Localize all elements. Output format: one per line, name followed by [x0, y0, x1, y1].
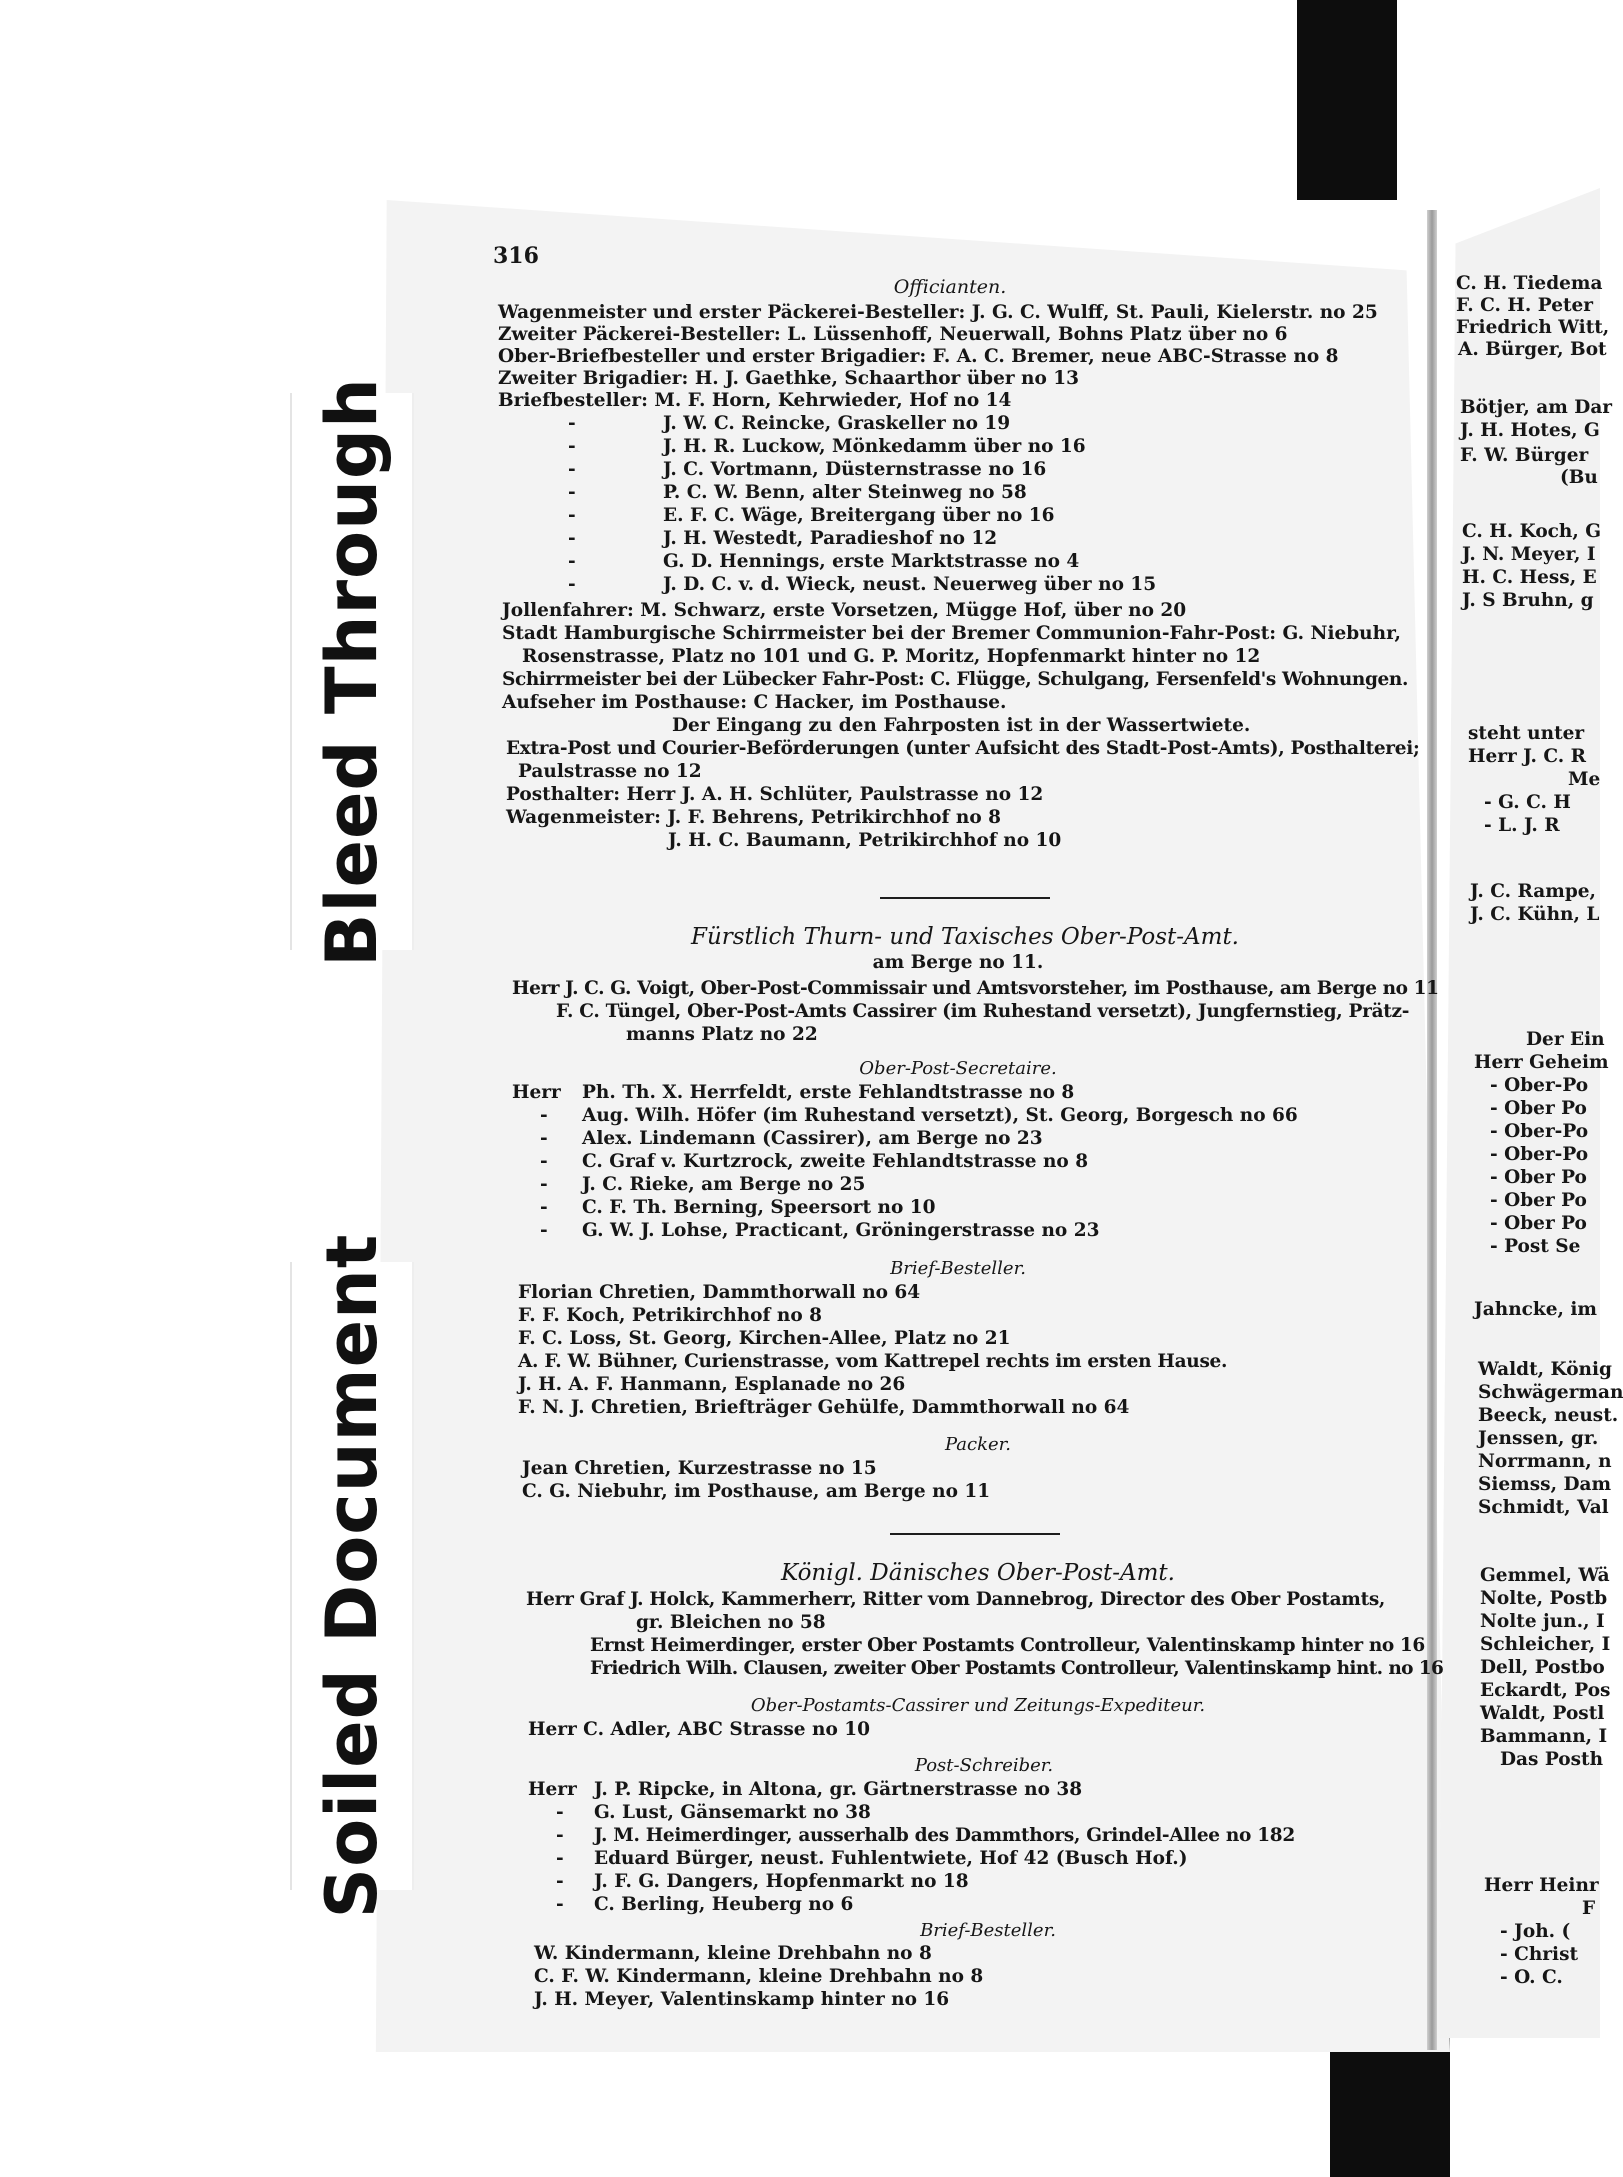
page-number: 316: [493, 243, 539, 269]
entry-line: Ober-Briefbesteller und erster Brigadier: F. A. C. Bremer, neue ABC-Strasse no 8: [498, 346, 1339, 367]
list-item: J. C. Rieke, am Berge no 25: [582, 1174, 866, 1195]
entry-line: F. C. Tüngel, Ober-Post-Amts Cassirer (im Ruhestand versetzt), Jungfernstieg, Prätz-: [556, 1001, 1410, 1022]
section-heading: Fürstlich Thurn- und Taxisches Ober-Post-Amt.: [690, 924, 1240, 950]
dash-mark: -: [540, 1105, 548, 1126]
dash-mark: -: [568, 574, 576, 595]
list-item: Ph. Th. X. Herrfeldt, erste Fehlandtstrasse no 8: [582, 1082, 1075, 1103]
fragment-line: - Ober Po: [1490, 1167, 1587, 1188]
fragment-line: Schleicher, I: [1480, 1634, 1611, 1655]
list-item: J. H. A. F. Hanmann, Esplanade no 26: [518, 1374, 906, 1395]
fragment-line: J. C. Kühn, L: [1470, 904, 1600, 925]
fragment-line: - G. C. H: [1484, 792, 1571, 813]
section-address: am Berge no 11.: [872, 952, 1044, 973]
fragment-line: - Joh. (: [1500, 1921, 1571, 1942]
fragment-line: Schmidt, Val: [1478, 1497, 1609, 1518]
dash-mark: -: [540, 1197, 548, 1218]
entry-line: Briefbesteller: M. F. Horn, Kehrwieder, Hof no 14: [498, 390, 1012, 411]
section-heading: Königl. Dänisches Ober-Post-Amt.: [781, 1560, 1175, 1586]
list-item: J. P. Ripcke, in Altona, gr. Gärtnerstrasse no 38: [594, 1779, 1083, 1800]
subsection-heading: Brief-Besteller.: [920, 1920, 1056, 1941]
fragment-line: C. H. Tiedema: [1456, 273, 1603, 294]
list-item: F. N. J. Chretien, Briefträger Gehülfe, Dammthorwall no 64: [518, 1397, 1130, 1418]
subsection-heading: Post-Schreiber.: [914, 1755, 1054, 1776]
list-item: J. C. Vortmann, Düsternstrasse no 16: [663, 459, 1047, 480]
list-item: Florian Chretien, Dammthorwall no 64: [518, 1282, 921, 1303]
section-heading: Officianten.: [893, 276, 1007, 298]
fragment-line: - Ober-Po: [1490, 1075, 1589, 1096]
fragment-line: Bötjer, am Dar: [1460, 397, 1613, 418]
fragment-line: Der Ein: [1526, 1029, 1605, 1050]
fragment-line: Herr Geheim: [1474, 1052, 1609, 1073]
entry-line: J. H. C. Baumann, Petrikirchhof no 10: [668, 830, 1062, 851]
list-item: C. Graf v. Kurtzrock, zweite Fehlandtstrasse no 8: [582, 1151, 1089, 1172]
entry-line: Herr C. Adler, ABC Strasse no 10: [528, 1719, 870, 1740]
dash-mark: -: [568, 482, 576, 503]
fragment-line: Siemss, Dam: [1478, 1474, 1612, 1495]
list-item: Alex. Lindemann (Cassirer), am Berge no 23: [582, 1128, 1043, 1149]
fragment-line: Herr J. C. R: [1468, 746, 1587, 767]
entry-line: Herr J. C. G. Voigt, Ober-Post-Commissair und Amtsvorsteher, im Posthause, am Berge no 11: [512, 978, 1439, 999]
dash-mark: -: [556, 1802, 564, 1823]
entry-line: Wagenmeister und erster Päckerei-Besteller: J. G. C. Wulff, St. Pauli, Kielerstr. no 25: [498, 302, 1378, 323]
dash-mark: -: [556, 1848, 564, 1869]
fragment-line: - Christ: [1500, 1944, 1579, 1965]
entry-line: Schirrmeister bei der Lübecker Fahr-Post: C. Flügge, Schulgang, Fersenfeld's Wohnungen.: [502, 669, 1408, 690]
fragment-line: F. C. H. Peter: [1456, 295, 1594, 316]
list-item: C. G. Niebuhr, im Posthause, am Berge no 11: [522, 1481, 991, 1502]
dash-mark: -: [540, 1220, 548, 1241]
fragment-line: Gemmel, Wä: [1480, 1565, 1610, 1586]
entry-line: Extra-Post und Courier-Beförderungen (unter Aufsicht des Stadt-Post-Amts), Posthalterei;: [506, 738, 1420, 759]
entry-line: Jollenfahrer: M. Schwarz, erste Vorsetzen, Mügge Hof, über no 20: [502, 600, 1187, 621]
entry-line: Paulstrasse no 12: [518, 761, 702, 782]
fragment-line: - O. C.: [1500, 1967, 1563, 1988]
fragment-line: Schwägerman: [1478, 1382, 1623, 1403]
fragment-line: A. Bürger, Bot: [1458, 339, 1607, 360]
list-item: J. H. Meyer, Valentinskamp hinter no 16: [534, 1989, 950, 2010]
fragment-line: - Post Se: [1490, 1236, 1581, 1257]
list-item: Eduard Bürger, neust. Fuhlentwiete, Hof 42 (Busch Hof.): [594, 1848, 1188, 1869]
fragment-line: Jahncke, im: [1474, 1299, 1597, 1320]
entry-line: Zweiter Brigadier: H. J. Gaethke, Schaarthor über no 13: [498, 368, 1080, 389]
list-item: Jean Chretien, Kurzestrasse no 15: [522, 1458, 877, 1479]
entry-line: manns Platz no 22: [626, 1024, 818, 1045]
list-item: J. D. C. v. d. Wieck, neust. Neuerweg über no 15: [663, 574, 1157, 595]
dash-mark: -: [568, 505, 576, 526]
list-item: G. Lust, Gänsemarkt no 38: [594, 1802, 871, 1823]
list-item: J. W. C. Reincke, Graskeller no 19: [663, 413, 1011, 434]
list-item: F. F. Koch, Petrikirchhof no 8: [518, 1305, 823, 1326]
fragment-line: Eckardt, Pos: [1480, 1680, 1611, 1701]
list-item: W. Kindermann, kleine Drehbahn no 8: [534, 1943, 932, 1964]
dash-mark: -: [568, 436, 576, 457]
entry-line: Der Eingang zu den Fahrposten ist in der Wassertwiete.: [672, 715, 1251, 736]
list-item: G. D. Hennings, erste Marktstrasse no 4: [663, 551, 1080, 572]
fragment-line: F: [1582, 1898, 1596, 1919]
fragment-line: - Ober-Po: [1490, 1144, 1589, 1165]
fragment-line: Norrmann, n: [1478, 1451, 1612, 1472]
fragment-line: Bammann, I: [1480, 1726, 1608, 1747]
fragment-line: C. H. Koch, G: [1462, 521, 1602, 542]
fragment-line: J. C. Rampe,: [1470, 881, 1596, 902]
fragment-line: Dell, Postbo: [1480, 1657, 1605, 1678]
fragment-line: Me: [1568, 769, 1601, 790]
fragment-line: - Ober Po: [1490, 1190, 1587, 1211]
entry-line: Zweiter Päckerei-Besteller: L. Lüssenhoff, Neuerwall, Bohns Platz über no 6: [498, 324, 1288, 345]
fragment-line: - L. J. R: [1484, 815, 1560, 836]
list-item: J. F. G. Dangers, Hopfenmarkt no 18: [594, 1871, 969, 1892]
dash-mark: -: [540, 1174, 548, 1195]
list-item: J. M. Heimerdinger, ausserhalb des Dammthors, Grindel-Allee no 182: [594, 1825, 1295, 1846]
fragment-line: (Bu: [1560, 467, 1598, 488]
fragment-line: Nolte, Postb: [1480, 1588, 1608, 1609]
list-item: C. F. Th. Berning, Speersort no 10: [582, 1197, 936, 1218]
fragment-line: Jenssen, gr.: [1478, 1428, 1599, 1449]
entry-line: Aufseher im Posthause: C Hacker, im Posthause.: [502, 692, 1007, 713]
entry-line: Rosenstrasse, Platz no 101 und G. P. Moritz, Hopfenmarkt hinter no 12: [522, 646, 1261, 667]
entry-line: Wagenmeister: J. F. Behrens, Petrikirchhof no 8: [506, 807, 1002, 828]
bleed-through-label: Bleed Through: [311, 376, 393, 967]
list-item: P. C. W. Benn, alter Steinweg no 58: [663, 482, 1027, 503]
fragment-line: Waldt, Postl: [1480, 1703, 1605, 1724]
fragment-line: Herr Heinr: [1484, 1875, 1599, 1896]
list-item: E. F. C. Wäge, Breitergang über no 16: [663, 505, 1055, 526]
entry-line: Stadt Hamburgische Schirrmeister bei der Bremer Communion-Fahr-Post: G. Niebuhr,: [502, 623, 1401, 644]
entry-line: gr. Bleichen no 58: [636, 1612, 826, 1633]
fragment-line: - Ober Po: [1490, 1098, 1587, 1119]
herr-label: Herr: [528, 1779, 577, 1800]
fragment-line: F. W. Bürger: [1460, 445, 1589, 466]
dash-mark: -: [556, 1825, 564, 1846]
subsection-heading: Ober-Post-Secretaire.: [859, 1058, 1057, 1079]
dash-mark: -: [556, 1894, 564, 1915]
herr-label: Herr: [512, 1082, 561, 1103]
list-item: C. F. W. Kindermann, kleine Drehbahn no 8: [534, 1966, 984, 1987]
dash-mark: -: [540, 1128, 548, 1149]
list-item: F. C. Loss, St. Georg, Kirchen-Allee, Platz no 21: [518, 1328, 1011, 1349]
subsection-heading: Packer.: [944, 1434, 1012, 1455]
subsection-heading: Brief-Besteller.: [890, 1258, 1026, 1279]
dash-mark: -: [556, 1871, 564, 1892]
list-item: J. H. Westedt, Paradieshof no 12: [663, 528, 998, 549]
soiled-document-label: Soiled Document: [311, 1233, 393, 1919]
fragment-line: Beeck, neust.: [1478, 1405, 1619, 1426]
list-item: A. F. W. Bühner, Curienstrasse, vom Kattrepel rechts im ersten Hause.: [518, 1351, 1228, 1372]
list-item: C. Berling, Heuberg no 6: [594, 1894, 854, 1915]
fragment-line: - Ober-Po: [1490, 1121, 1589, 1142]
fragment-line: J. S Bruhn, g: [1462, 590, 1594, 611]
list-item: G. W. J. Lohse, Practicant, Gröningerstrasse no 23: [582, 1220, 1100, 1241]
fragment-line: Waldt, König: [1478, 1359, 1612, 1380]
fragment-line: H. C. Hess, E: [1462, 567, 1597, 588]
dash-mark: -: [568, 413, 576, 434]
fragment-line: Friedrich Witt,: [1456, 317, 1610, 338]
list-item: J. H. R. Luckow, Mönkedamm über no 16: [663, 436, 1086, 457]
fragment-line: steht unter: [1468, 723, 1585, 744]
fragment-line: J. N. Meyer, I: [1462, 544, 1596, 565]
dash-mark: -: [568, 551, 576, 572]
entry-line: Friedrich Wilh. Clausen, zweiter Ober Postamts Controlleur, Valentinskamp hint. no 16: [590, 1658, 1444, 1679]
fragment-line: Nolte jun., I: [1480, 1611, 1605, 1632]
dash-mark: -: [568, 528, 576, 549]
dash-mark: -: [540, 1151, 548, 1172]
fragment-line: - Ober Po: [1490, 1213, 1587, 1234]
entry-line: Posthalter: Herr J. A. H. Schlüter, Paulstrasse no 12: [506, 784, 1044, 805]
dash-mark: -: [568, 459, 576, 480]
entry-line: Herr Graf J. Holck, Kammerherr, Ritter vom Dannebrog, Director des Ober Postamts,: [526, 1589, 1386, 1610]
subsection-heading: Ober-Postamts-Cassirer und Zeitungs-Expediteur.: [750, 1695, 1206, 1716]
entry-line: Ernst Heimerdinger, erster Ober Postamts Controlleur, Valentinskamp hinter no 16: [590, 1635, 1425, 1656]
fragment-line: J. H. Hotes, G: [1460, 420, 1600, 441]
list-item: Aug. Wilh. Höfer (im Ruhestand versetzt), St. Georg, Borgesch no 66: [582, 1105, 1298, 1126]
fragment-line: Das Posth: [1500, 1749, 1604, 1770]
